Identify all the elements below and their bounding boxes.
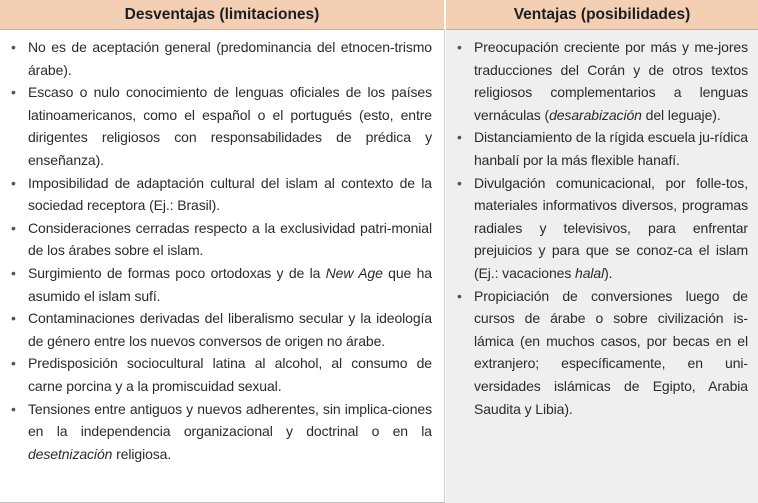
disadvantage-item [8, 172, 432, 217]
header-advantages: Ventajas (posibilidades) [446, 0, 758, 30]
bullet-icon: • [11, 264, 16, 281]
bullet-icon: • [457, 174, 462, 191]
disadvantage-item [8, 352, 432, 397]
item-text: Distanciamiento de la rígida escuela ju-rídica hanbalí por la más flexible hanafí. [474, 129, 748, 168]
header-disadvantages: Desventajas (limitaciones) [0, 0, 445, 30]
item-text: Surgimiento de formas poco ortodoxas y de la [28, 264, 326, 281]
disadvantage-item [8, 36, 432, 81]
advantages-column [446, 30, 758, 503]
bullet-icon: • [11, 400, 16, 417]
advantage-item [454, 36, 748, 126]
item-text: Preocupación creciente por más y me-jores traducciones del Corán y de otros textos religiosos complementarios a lenguas vernáculas ( [474, 39, 748, 123]
item-text: Contaminaciones derivadas del liberalismo secular y la ideología de género entre los nuevos conversos de origen no árabe. [28, 310, 432, 349]
item-emphasis: desarabización [549, 106, 642, 123]
bullet-icon: • [11, 174, 16, 191]
advantage-item [454, 126, 748, 171]
disadvantages-list [8, 36, 432, 465]
disadvantage-item [8, 217, 432, 262]
item-emphasis: desetnización [28, 445, 113, 462]
item-text-end: ). [604, 264, 613, 281]
advantage-item [454, 172, 748, 285]
advantage-item [454, 285, 748, 421]
bullet-icon: • [457, 287, 462, 304]
item-text: Imposibilidad de adaptación cultural del islam al contexto de la sociedad receptora (Ej.: Brasil). [28, 174, 432, 214]
disadvantage-item [8, 307, 432, 352]
bullet-icon: • [11, 355, 16, 372]
item-text: Escaso o nulo conocimiento de lenguas oficiales de los países latinoamericanos, como el español o el portugués (esto, entre dirigentes religiosos con responsabilidades de prédica y enseñanza). [28, 84, 432, 168]
disadvantage-item [8, 398, 432, 466]
item-emphasis: halal [575, 264, 605, 281]
item-text-end: religiosa. [112, 445, 172, 462]
bullet-icon: • [11, 39, 16, 55]
item-text: Divulgación comunicacional, por folle-tos, materiales informativos diversos, programas radiales y televisivos, para enfrentar prejuicios y para que se conoz-ca el islam (Ej.: vacaciones [474, 174, 748, 281]
item-text-end: que ha asumido el islam sufí. [28, 264, 432, 304]
disadvantage-item [8, 262, 432, 307]
bullet-icon: • [11, 310, 16, 327]
item-text: Tensiones entre antiguos y nuevos adherentes, sin implica-ciones en la independencia organizacional y doctrinal o en la [28, 400, 432, 440]
item-text: Propiciación de conversiones luego de cursos de árabe o sobre civilización is-lámica (en muchos casos, por becas en el extranjero; específicamente, en uni-versidades islámicas de Egipto, Arabia Saudita y Libia). [474, 287, 748, 417]
item-emphasis: New Age [325, 264, 383, 281]
disadvantages-column [0, 30, 445, 503]
item-text: Predisposición sociocultural latina al alcohol, al consumo de carne porcina y a la promiscuidad sexual. [28, 355, 432, 394]
bullet-icon: • [457, 39, 462, 55]
disadvantage-item [8, 81, 432, 171]
bullet-icon: • [11, 219, 16, 236]
advantages-list [454, 36, 748, 420]
bullet-icon: • [11, 84, 16, 101]
item-text: Consideraciones cerradas respecto a la exclusividad patri-monial de los árabes sobre el islam. [28, 219, 432, 259]
item-text-end: del leguaje). [641, 106, 721, 123]
bullet-icon: • [457, 129, 462, 146]
item-text: No es de aceptación general (predominancia del etnocen-trismo árabe). [28, 39, 432, 78]
